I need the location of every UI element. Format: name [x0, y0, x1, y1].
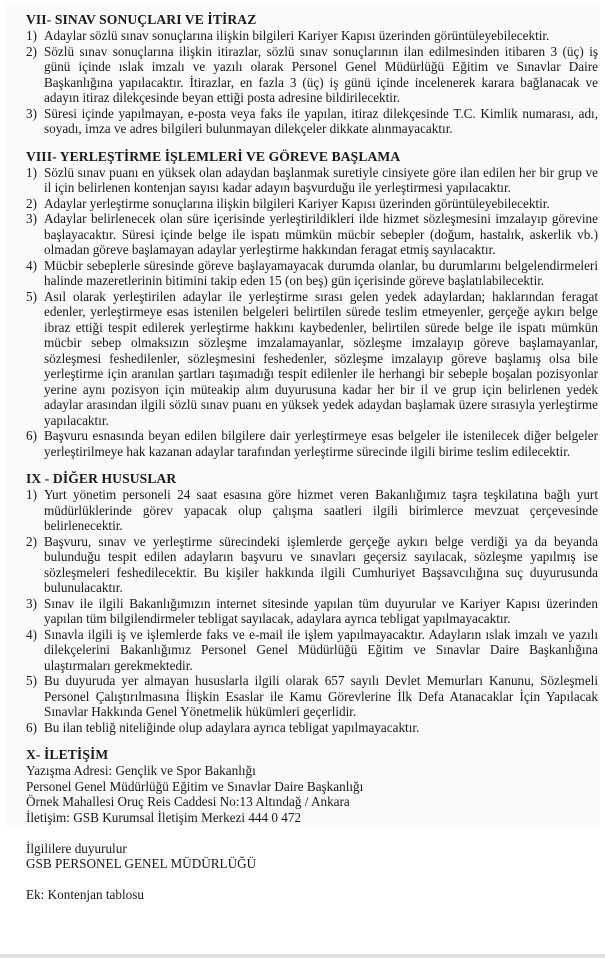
section-title: X- İLETİŞİM: [26, 747, 109, 762]
attachment-line: Ek: Kontenjan tablosu: [26, 887, 144, 902]
list-item: [26, 44, 598, 106]
announcement-line: İlgililere duyurulur: [26, 840, 127, 856]
contact-address-line: Yazışma Adresi: Gençlik ve Spor Bakanlığı: [26, 763, 256, 778]
item-text: Adaylar yerleştirme sonuçlarına ilişkin bilgileri Kariyer Kapısı üzerinden görüntüleyebilecektir.: [44, 195, 550, 211]
list-item: [26, 534, 598, 596]
item-number: 1): [26, 487, 37, 502]
contact-phone-line: İletişim: GSB Kurumsal İletişim Merkezi 444 0 472: [26, 809, 302, 825]
list-item: [26, 627, 598, 674]
section-other-matters: [26, 471, 598, 735]
item-number: 6): [26, 719, 37, 735]
item-number: 3): [26, 105, 37, 121]
item-number: 2): [26, 195, 37, 211]
item-number: 3): [26, 595, 37, 611]
item-text: Adaylar sözlü sınav sonuçlarına ilişkin bilgileri Kariyer Kapısı üzerinden görüntüleyebilecektir.: [44, 28, 550, 43]
list-item: [26, 596, 598, 627]
section-title: VIII- YERLEŞTİRME İŞLEMLERİ VE GÖREVE BAŞLAMA: [26, 148, 401, 164]
list-item: [26, 196, 598, 212]
item-number: 1): [26, 28, 37, 43]
spacer: [26, 872, 598, 888]
item-text: Sözlü sınav puanı en yüksek olan adaydan başlanmak suretiyle cinsiyete göre ilan edilen her bir grup ve il için belirlenen kontenjan sayısı kadar adayın başvurduğu ile yerleştirmesi yapılacaktır.: [44, 164, 598, 195]
item-number: 2): [26, 43, 37, 59]
item-text: Süresi içinde yapılmayan, e-posta veya faks ile yapılan, itiraz dilekçesinde T.C. Kimlik numarası, adı, soyadı, imza ve adres bilgileri bulunmayan dilekçeler dikkate alınmayacaktır.: [44, 105, 598, 136]
item-number: 4): [26, 257, 37, 273]
item-text: Bu duyuruda yer almayan hususlarla ilgili olarak 657 sayılı Devlet Memurları Kanunu, Sözleşmeli Personel Çalıştırılmasına İlişkin Esaslar ile Kamu Görevlerine İlk Defa Atanacaklar İçin Yapılacak Sınavlar Hakkında Genel Yönetmelik hükümleri geçerlidir.: [44, 673, 598, 719]
list-item: [26, 673, 598, 720]
bottom-divider: [0, 954, 605, 958]
item-number: 6): [26, 428, 37, 443]
item-number: 2): [26, 533, 37, 549]
section-title: IX - DİĞER HUSUSLAR: [26, 471, 177, 486]
item-number: 4): [26, 626, 37, 642]
list-item: [26, 106, 598, 137]
list-item: [26, 165, 598, 196]
item-list: [26, 28, 598, 137]
document-content: [26, 12, 598, 903]
item-text: Sınav ile ilgili Bakanlığımızın internet sitesinde yapılan tüm duyurular ve Kariyer Kapısı üzerinden yapılan tüm bilgilendirmeler tebligat sayılacak, adaylara ayrıca tebligat yapılmayacaktır.: [44, 595, 598, 626]
item-text: Mücbir sebeplerle süresinde göreve başlayamayacak durumda olanlar, bu durumlarını belgelendirmeleri halinde mazeretlerinin bitimini takip eden 15 (on beş) gün içerisinde göreve başlatılabilecektir.: [44, 257, 598, 288]
item-list: [26, 487, 598, 735]
section-placement-and-start: [26, 149, 598, 460]
list-item: [26, 289, 598, 429]
item-text: Bu ilan tebliğ niteliğinde olup adaylara ayrıca tebligat yapılmayacaktır.: [44, 719, 420, 735]
list-item: [26, 211, 598, 258]
list-item: [26, 487, 598, 534]
item-text: Başvuru esnasında beyan edilen bilgilere dair yerleştirmeye esas belgeler ile istenilecek diğer belgeler yerleştirilmeye hak kazanan adaylar tarafından yerleştirme sürecinde ilgili birime teslim edilecektir.: [44, 428, 598, 459]
item-text: Sınavla ilgili iş ve işlemlerde faks ve e-mail ile işlem yapılmayacaktır. Adayların ıslak imzalı ve yazılı dilekçelerini Bakanlığımız Personel Genel Müdürlüğü Eğitim ve Sınavlar Daire Başkanlığına ulaştırmaları gerekmektedir.: [44, 626, 598, 673]
signature-line: GSB PERSONEL GENEL MÜDÜRLÜĞÜ: [26, 856, 257, 871]
list-item: [26, 258, 598, 289]
item-text: Yurt yönetim personeli 24 saat esasına göre hizmet veren Bakanlığımız taşra teşkilatına bağlı yurt müdürlüklerinde görev yapacak olup çalışma saatleri ilgili birimlerce mevzuat çerçevesinde belirlenecektir.: [44, 487, 598, 533]
document-page: [6, 4, 600, 902]
item-number: 5): [26, 673, 37, 688]
contact-department-line: Personel Genel Müdürlüğü Eğitim ve Sınavlar Daire Başkanlığı: [26, 778, 364, 794]
list-item: [26, 28, 598, 44]
spacer: [26, 825, 598, 841]
item-number: 3): [26, 211, 37, 226]
contact-street-line: Örnek Mahallesi Oruç Reis Caddesi No:13 Altındağ / Ankara: [26, 794, 350, 809]
item-number: 5): [26, 288, 37, 304]
item-text: Başvuru, sınav ve yerleştirme sürecindeki işlemlerde gerçeğe aykırı belge verdiği ya da beyanda bulunduğu tespit edilen adayların başvuru ve sınavları geçersiz sayılacak, sözleşme yapılmış ise sözleşmeleri feshedilecektir. Bu kişiler hakkında ilgili Cumhuriyet Başsavcılığına suç duyurusunda bulunulacaktır.: [44, 533, 598, 595]
item-list: [26, 165, 598, 460]
item-number: 1): [26, 164, 37, 180]
item-text: Sözlü sınav sonuçlarına ilişkin itirazlar, sözlü sınav sonuçlarının ilan edilmesinden itibaren 3 (üç) iş günü içinde ıslak imzalı ve yazılı olarak Personel Genel Müdürlüğü Eğitim ve Sınavlar Daire Başkanlığına yapılacaktır. İtirazlar, en fazla 3 (üç) iş günü içinde incelenerek karara bağlanacak ve adayın itiraz dilekçesinde beyan ettiği posta adresine bildirilecektir.: [44, 43, 598, 105]
section-contact: [26, 747, 598, 903]
section-title: VII- SINAV SONUÇLARI VE İTİRAZ: [26, 12, 257, 27]
list-item: [26, 720, 598, 736]
section-exam-results-and-objection: [26, 12, 598, 137]
item-text: Adaylar belirlenecek olan süre içerisinde yerleştirildikleri ilde hizmet sözleşmesini imzalayıp görevine başlayacaktır. Süresi içinde belge ile ispatı mümkün mücbir sebepler (doğum, hastalık, askerlik vb.) olmadan göreve başlamayan adaylar yerleştirme hakkından feragat etmiş sayılacaktır.: [44, 211, 598, 257]
item-text: Asıl olarak yerleştirilen adaylar ile yerleştirme sırası gelen yedek adaylardan; haklarından feragat edenler, yerleştirmeye esas istenilen belgeleri belirtilen sürede teslim etmeyenler, gerçeğe aykırı belge ibraz ettiği tespit edilerek yerleştirme hakkını kaybedenler, belirtilen sürede belge ile ispatı mümkün mücbir sebep olmaksızın sözleşme imzalamayanlar, sözleşme imzalayıp göreve başlamayanlar, sözleşmesi feshedilenler, sözleşmesini feshedenler, sözleşme imzalayıp göreve başlamış olsa bile yerleştirme için aranılan şartları taşımadığı tespit edilenler ile herhangi bir sebeple boşalan pozisyonlar yerine aynı pozisyon için müteakip alım duyurusuna kadar her bir il ve grup için belirlenen yedek adaylar arasından ilgili sözlü sınav puanı en yüksek yedek adaydan başlamak üzere sırasıyla yerleştirme yapılacaktır.: [44, 288, 598, 428]
list-item: [26, 428, 598, 459]
